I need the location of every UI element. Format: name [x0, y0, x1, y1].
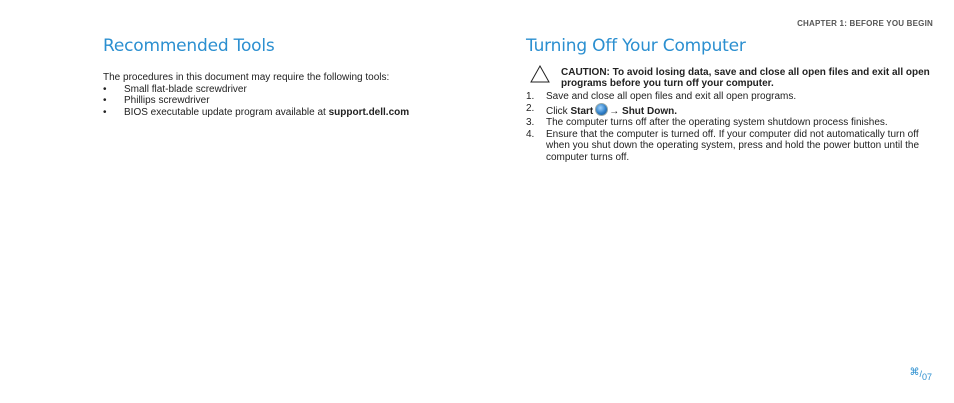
arrow-glyph: → — [609, 105, 620, 117]
list-item — [526, 103, 936, 118]
step-number: 2. — [526, 102, 535, 114]
recommended-tools-section — [103, 36, 463, 118]
windows-start-orb-icon — [595, 103, 608, 116]
chapter-header: CHAPTER 1: BEFORE YOU BEGIN — [797, 19, 933, 28]
list-item — [526, 91, 936, 103]
support-link[interactable]: support.dell.com — [328, 106, 410, 118]
alienware-logo-icon: ⌘ — [909, 367, 920, 378]
caution-triangle-icon — [530, 65, 550, 83]
tool-text: Phillips screwdriver — [124, 95, 210, 106]
caution-text: CAUTION: To avoid losing data, save and close all open files and exit all open programs before you turn off your computer. — [561, 67, 930, 89]
shutdown-steps — [526, 91, 936, 163]
list-item — [526, 117, 936, 129]
turning-off-title: Turning Off Your Computer — [526, 36, 746, 56]
caution-block — [526, 67, 936, 89]
list-item — [103, 95, 463, 107]
step-number: 1. — [526, 91, 535, 102]
step-number: 3. — [526, 117, 535, 128]
page-separator: / — [919, 369, 922, 379]
shutdown-label: Shut Down. — [622, 105, 678, 117]
page-number-value: 07 — [921, 372, 932, 382]
tools-intro: The procedures in this document may require the following tools: — [103, 72, 390, 83]
step-number: 4. — [526, 128, 535, 140]
start-label: Start — [570, 105, 594, 117]
recommended-tools-title: Recommended Tools — [103, 36, 275, 56]
turning-off-section — [526, 36, 936, 163]
bullet: • — [103, 106, 107, 118]
step-text: The computer turns off after the operating system shutdown process finishes. — [546, 117, 888, 128]
tool-text: Small flat-blade screwdriver — [124, 83, 247, 95]
list-item — [103, 107, 463, 119]
list-item — [103, 84, 463, 96]
step-text: Save and close all open files and exit all open programs. — [546, 91, 797, 102]
page-number — [909, 367, 932, 382]
step-text: Ensure that the computer is turned off. If your computer did not automatically turn off when you shut down the operating system, press and hold the power button until the computer turns off. — [546, 128, 920, 163]
step-text: Click — [546, 105, 571, 117]
bullet: • — [103, 95, 107, 106]
list-item — [526, 129, 936, 164]
bullet: • — [103, 83, 107, 95]
tools-list — [103, 84, 463, 119]
tool-text: BIOS executable update program available at — [124, 106, 329, 118]
